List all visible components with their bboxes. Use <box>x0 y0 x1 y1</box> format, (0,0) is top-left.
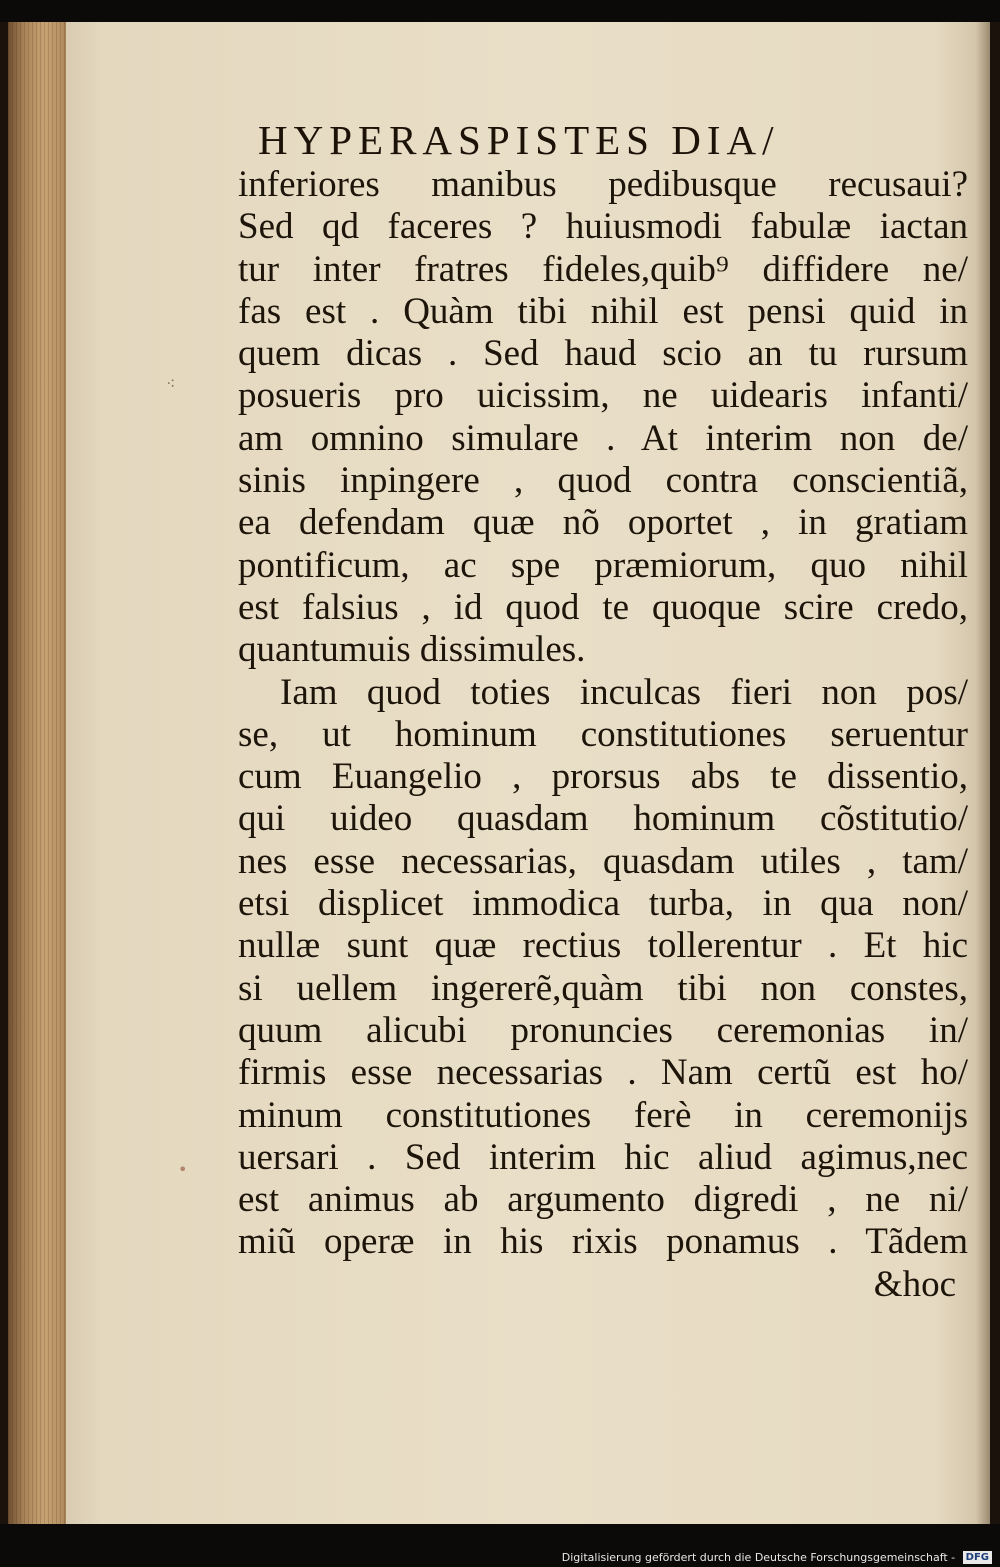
text-line: si uellem ingererẽ,quàm tibi non constes, <box>238 967 968 1009</box>
text-line: quem dicas . Sed haud scio an tu rursum <box>238 333 968 375</box>
book-scan <box>0 22 1000 1524</box>
text-line: qui uideo quasdam hominum cõstitutio/ <box>238 798 968 840</box>
text-line: cum Euangelio , prorsus abs te dissentio, <box>238 756 968 798</box>
text-line: est animus ab argumento digredi , ne ni/ <box>238 1179 968 1221</box>
text-line: ea defendam quæ nõ oportet , in gratiam <box>238 502 968 544</box>
text-line: minum constitutiones ferè in ceremonijs <box>238 1094 968 1136</box>
text-line: fas est . Quàm tibi nihil est pensi quid in <box>238 290 968 332</box>
text-line: nullæ sunt quæ rectius tollerentur . Et hic <box>238 925 968 967</box>
text-line: posueris pro uicissim, ne uidearis infanti/ <box>238 375 968 417</box>
text-block <box>238 164 968 1306</box>
text-line: Sed qd faceres ? huiusmodi fabulæ iactan <box>238 206 968 248</box>
credit-text: Digitalisierung gefördert durch die Deutsche Forschungsgemeinschaft - <box>561 1550 956 1564</box>
text-line: sinis inpingere , quod contra conscientiã, <box>238 460 968 502</box>
text-line: est falsius , id quod te quoque scire credo, <box>238 586 968 628</box>
text-line: nes esse necessarias, quasdam utiles , tam/ <box>238 840 968 882</box>
running-head: HYPERASPISTES DIA/ <box>258 117 780 163</box>
page-edges <box>8 22 74 1524</box>
text-line: quantumuis dissimules. <box>238 629 586 671</box>
text-line: quum alicubi pronuncies ceremonias in/ <box>238 1009 968 1051</box>
text-line: am omnino simulare . At interim non de/ <box>238 417 968 459</box>
text-line: etsi displicet immodica turba, in qua non/ <box>238 883 968 925</box>
text-line: se, ut hominum constitutiones seruentur <box>238 713 968 755</box>
text-line: firmis esse necessarias . Nam certũ est ho/ <box>238 1052 968 1094</box>
text-line: inferiores manibus pedibusque recusaui? <box>238 164 968 205</box>
catchword: &hoc <box>873 1263 956 1305</box>
paragraph-start-line: Iam quod toties inculcas fieri non pos/ <box>280 671 968 713</box>
text-line: tur inter fratres fideles,quib⁹ diffidere ne/ <box>238 248 968 290</box>
text-line: miũ operæ in his rixis ponamus . Tãdem <box>238 1221 968 1263</box>
text-line: uersari . Sed interim hic aliud agimus,nec <box>238 1136 968 1178</box>
text-line: pontificum, ac spe præmiorum, quo nihil <box>238 544 968 586</box>
digitization-credit <box>562 1551 992 1565</box>
stain-spot: • <box>178 1160 188 1179</box>
dfg-logo: DFG <box>963 1551 992 1564</box>
ink-smudge: ⁖ <box>166 374 176 393</box>
page <box>66 22 990 1524</box>
